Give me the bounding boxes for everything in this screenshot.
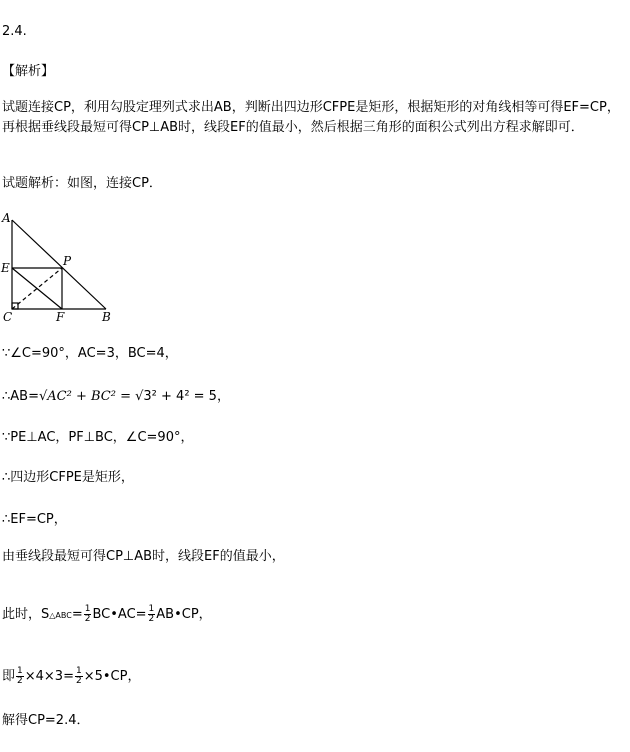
step-pythagoras-prefix: ∴AB=: [2, 389, 39, 404]
section-heading: 【解析】: [2, 64, 55, 79]
step-area: [2, 605, 212, 624]
area-mid: BC•AC=: [92, 607, 147, 622]
label-A: A: [2, 211, 11, 225]
equation-prefix: 即: [2, 669, 16, 684]
segment-AB: [12, 220, 106, 309]
step-perpendiculars: ∵PE⊥AC，PF⊥BC，∠C=90°，: [2, 430, 194, 445]
sqrt-expr-1: AC² + BC² =: [47, 389, 136, 404]
fraction-half-2: $\frac{1}{2}$: [148, 604, 155, 624]
fraction-half-3: $\frac{1}{2}$: [17, 666, 23, 686]
sqrt-sign-2: √: [135, 389, 144, 404]
step-equation: [2, 667, 140, 686]
solution-intro: 试题解析：如图，连接CP．: [2, 176, 162, 191]
area-subscript: △ABC: [49, 611, 72, 620]
area-prefix: 此时，S: [2, 607, 50, 622]
label-P: P: [63, 254, 72, 268]
label-B: B: [102, 310, 111, 324]
label-F: F: [56, 310, 65, 324]
equation-mid: ×4×3=: [24, 669, 74, 684]
step-ef-equals-cp: ∴EF=CP，: [2, 512, 67, 527]
answer-value: 2.4.: [2, 24, 27, 39]
fraction-half-4: $\frac{1}{2}$: [75, 666, 82, 686]
fraction-half-1: $\frac{1}{2}$: [84, 604, 91, 624]
area-equals: =: [71, 607, 83, 622]
sqrt-expr-2: 3² + 4² = 5: [143, 389, 217, 404]
step-rectangle: ∴四边形CFPE是矩形，: [2, 470, 134, 485]
step-result: 解得CP=2.4．: [2, 713, 90, 728]
label-E: E: [1, 261, 10, 275]
analysis-paragraph: 试题连接CP，利用勾股定理列式求出AB，判断出四边形CFPE是矩形，根据矩形的对角线相等可得EF=CP，再根据垂线段最短可得CP⊥AB时，线段EF的值最小，然后根据三角形的面积公式列出方程求解即可．: [2, 100, 620, 135]
step-pythagoras-suffix: ，: [216, 389, 230, 404]
geometry-figure: [0, 208, 130, 328]
label-C: C: [3, 310, 13, 324]
step-given: ∵∠C=90°，AC=3，BC=4，: [2, 346, 178, 361]
equation-end: ×5•CP，: [83, 669, 141, 684]
area-end: AB•CP，: [156, 607, 212, 622]
sqrt-sign-1: √: [38, 389, 48, 404]
step-pythagoras: [2, 389, 230, 405]
step-shortest: 由垂线段最短可得CP⊥AB时，线段EF的值最小，: [2, 549, 285, 564]
